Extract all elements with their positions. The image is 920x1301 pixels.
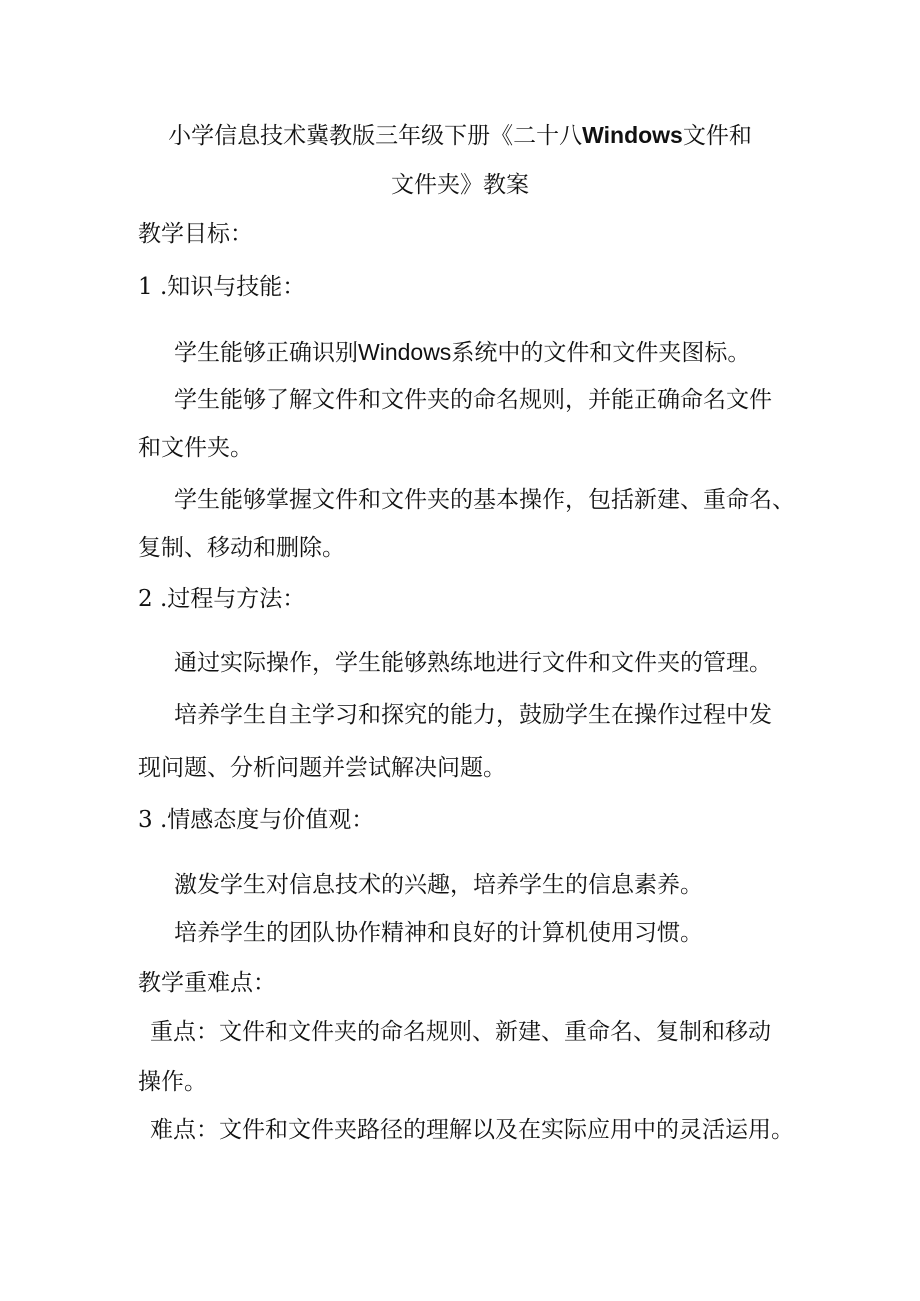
- section-3-paragraph-1: 激发学生对信息技术的兴趣，培养学生的信息素养。: [174, 872, 703, 898]
- section-3-heading: 3 .情感态度与价值观：: [138, 807, 375, 833]
- title-suffix: 文件和: [682, 123, 752, 149]
- paragraph-windows: Windows: [358, 339, 452, 365]
- section-2-paragraph-2-line-2: 现问题、分析问题并尝试解决问题。: [138, 755, 506, 781]
- title-windows: Windows: [582, 122, 683, 148]
- section-1-paragraph-1: [174, 337, 750, 368]
- paragraph-prefix: 学生能够正确识别: [174, 340, 358, 366]
- section-1-paragraph-3-line-1: 学生能够掌握文件和文件夹的基本操作，包括新建、重命名、: [174, 487, 795, 513]
- section-1-paragraph-2-line-1: 学生能够了解文件和文件夹的命名规则，并能正确命名文件: [174, 387, 772, 413]
- section-2-heading: 2 .过程与方法：: [138, 586, 306, 612]
- teaching-goals-heading: 教学目标：: [138, 221, 253, 247]
- key-points-line-2: 操作。: [138, 1069, 207, 1095]
- section-1-heading: 1 .知识与技能：: [138, 274, 306, 300]
- section-2-paragraph-2-line-1: 培养学生自主学习和探究的能力，鼓励学生在操作过程中发: [174, 702, 772, 728]
- document-title-line-2: 文件夹》教案: [391, 172, 529, 198]
- section-1-paragraph-3-line-2: 复制、移动和删除。: [138, 535, 345, 561]
- paragraph-suffix: 系统中的文件和文件夹图标。: [451, 340, 751, 366]
- section-1-paragraph-2-line-2: 和文件夹。: [138, 435, 253, 461]
- document-title-line-1: [0, 120, 920, 151]
- section-2-paragraph-1: 通过实际操作，学生能够熟练地进行文件和文件夹的管理。: [174, 650, 772, 676]
- key-points-line-1: 重点：文件和文件夹的命名规则、新建、重命名、复制和移动: [150, 1019, 771, 1045]
- teaching-difficulties-heading: 教学重难点：: [138, 970, 276, 996]
- difficult-points-line-1: 难点：文件和文件夹路径的理解以及在实际应用中的灵活运用。: [150, 1117, 794, 1143]
- title-prefix: 小学信息技术冀教版三年级下册《二十八: [168, 123, 583, 149]
- section-3-paragraph-2: 培养学生的团队协作精神和良好的计算机使用习惯。: [174, 920, 703, 946]
